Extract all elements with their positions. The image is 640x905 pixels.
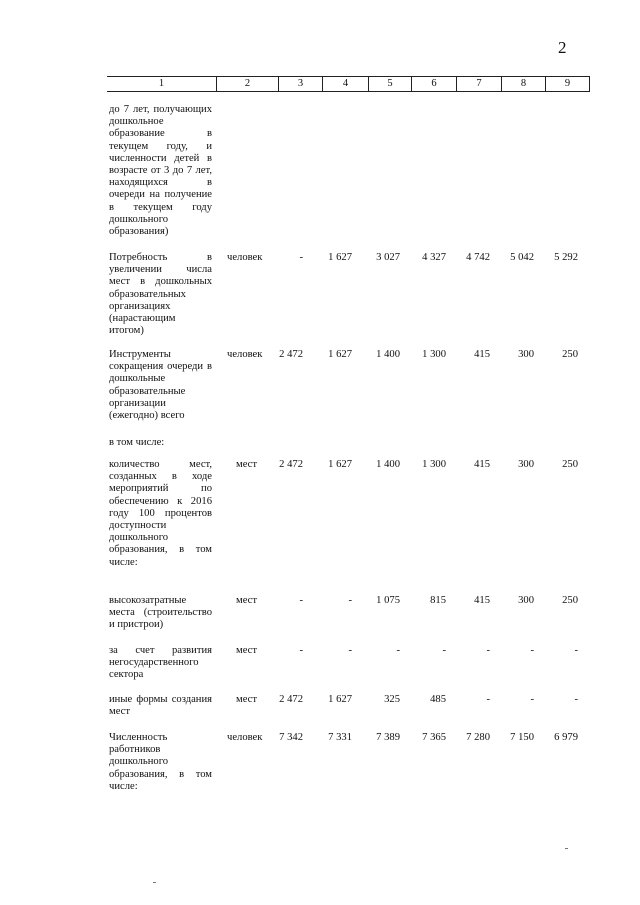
row-label: Инструменты сокращения очереди в дошкольные образовательные организации (ежегодно) всего (109, 349, 212, 422)
row-label: Потребность в увеличении числа мест в дошкольных образовательных организациях (нарастающим итогом) (109, 252, 212, 337)
row-value: 7 342 (279, 732, 303, 743)
row-value: - (299, 252, 303, 263)
row-value: 4 742 (466, 252, 490, 263)
column-header: 2 (216, 77, 278, 91)
row-value: 1 400 (376, 459, 400, 470)
row-value: 1 627 (328, 349, 352, 360)
row-value: 415 (474, 349, 490, 360)
column-header: 8 (501, 77, 545, 91)
row-unit: мест (236, 694, 258, 705)
intro-text: до 7 лет, получающих дошкольное образование в текущем году, и численности детей в возрасте от 3 до 7 лет, находящихся в очереди на получение в текущем году дошкольного образования) (109, 104, 212, 238)
row-value: 1 075 (376, 595, 400, 606)
row-value: 1 627 (328, 459, 352, 470)
row-label: в том числе: (109, 437, 165, 448)
row-value: - (530, 645, 534, 656)
row-value: - (530, 694, 534, 705)
row-value: 2 472 (279, 349, 303, 360)
row-value: 7 331 (328, 732, 352, 743)
table-header (107, 76, 590, 92)
row-unit: мест (236, 595, 258, 606)
column-header: 3 (278, 77, 322, 91)
row-value: 415 (474, 595, 490, 606)
row-value: 250 (562, 459, 578, 470)
column-header: 6 (411, 77, 456, 91)
scan-mark (565, 848, 568, 849)
row-value: 815 (430, 595, 446, 606)
scan-mark (153, 882, 156, 883)
row-value: - (574, 645, 578, 656)
row-value: - (299, 645, 303, 656)
column-header: 7 (456, 77, 501, 91)
row-value: 4 327 (422, 252, 446, 263)
row-value: 1 627 (328, 694, 352, 705)
row-unit: человек (227, 349, 263, 360)
row-value: - (486, 694, 490, 705)
column-header: 9 (545, 77, 590, 91)
row-value: 1 627 (328, 252, 352, 263)
row-value: - (348, 595, 352, 606)
row-unit: человек (227, 732, 263, 743)
row-value: 325 (384, 694, 400, 705)
row-value: - (348, 645, 352, 656)
row-value: 300 (518, 459, 534, 470)
row-value: - (442, 645, 446, 656)
column-header: 4 (322, 77, 368, 91)
row-value: 250 (562, 349, 578, 360)
row-value: 7 150 (510, 732, 534, 743)
row-value: 7 280 (466, 732, 490, 743)
row-value: 300 (518, 349, 534, 360)
row-unit: мест (236, 459, 258, 470)
row-value: 7 389 (376, 732, 400, 743)
row-value: 5 292 (554, 252, 578, 263)
row-value: 7 365 (422, 732, 446, 743)
column-header: 5 (368, 77, 411, 91)
row-label: иные формы создания мест (109, 694, 212, 718)
row-value: 300 (518, 595, 534, 606)
row-value: 3 027 (376, 252, 400, 263)
row-value: 2 472 (279, 694, 303, 705)
page-number: 2 (558, 38, 567, 57)
row-value: - (299, 595, 303, 606)
row-value: 485 (430, 694, 446, 705)
row-value: 250 (562, 595, 578, 606)
row-label: за счет развития негосударственного сектора (109, 645, 212, 681)
row-value: 1 300 (422, 459, 446, 470)
row-label: Численность работников дошкольного образования, в том числе: (109, 732, 212, 792)
row-value: 1 300 (422, 349, 446, 360)
column-header: 1 (158, 78, 165, 89)
row-label: высокозатратные места (строительство и пристрои) (109, 595, 212, 631)
row-value: - (396, 645, 400, 656)
row-value: 5 042 (510, 252, 534, 263)
row-label: количество мест, созданных в ходе мероприятий по обеспечению к 2016 году 100 процентов доступности дошкольного образования, в том числе: (109, 459, 212, 568)
row-value: 1 400 (376, 349, 400, 360)
row-value: - (486, 645, 490, 656)
row-unit: человек (227, 252, 263, 263)
row-value: 415 (474, 459, 490, 470)
row-unit: мест (236, 645, 258, 656)
row-value: - (574, 694, 578, 705)
row-value: 2 472 (279, 459, 303, 470)
row-value: 6 979 (554, 732, 578, 743)
